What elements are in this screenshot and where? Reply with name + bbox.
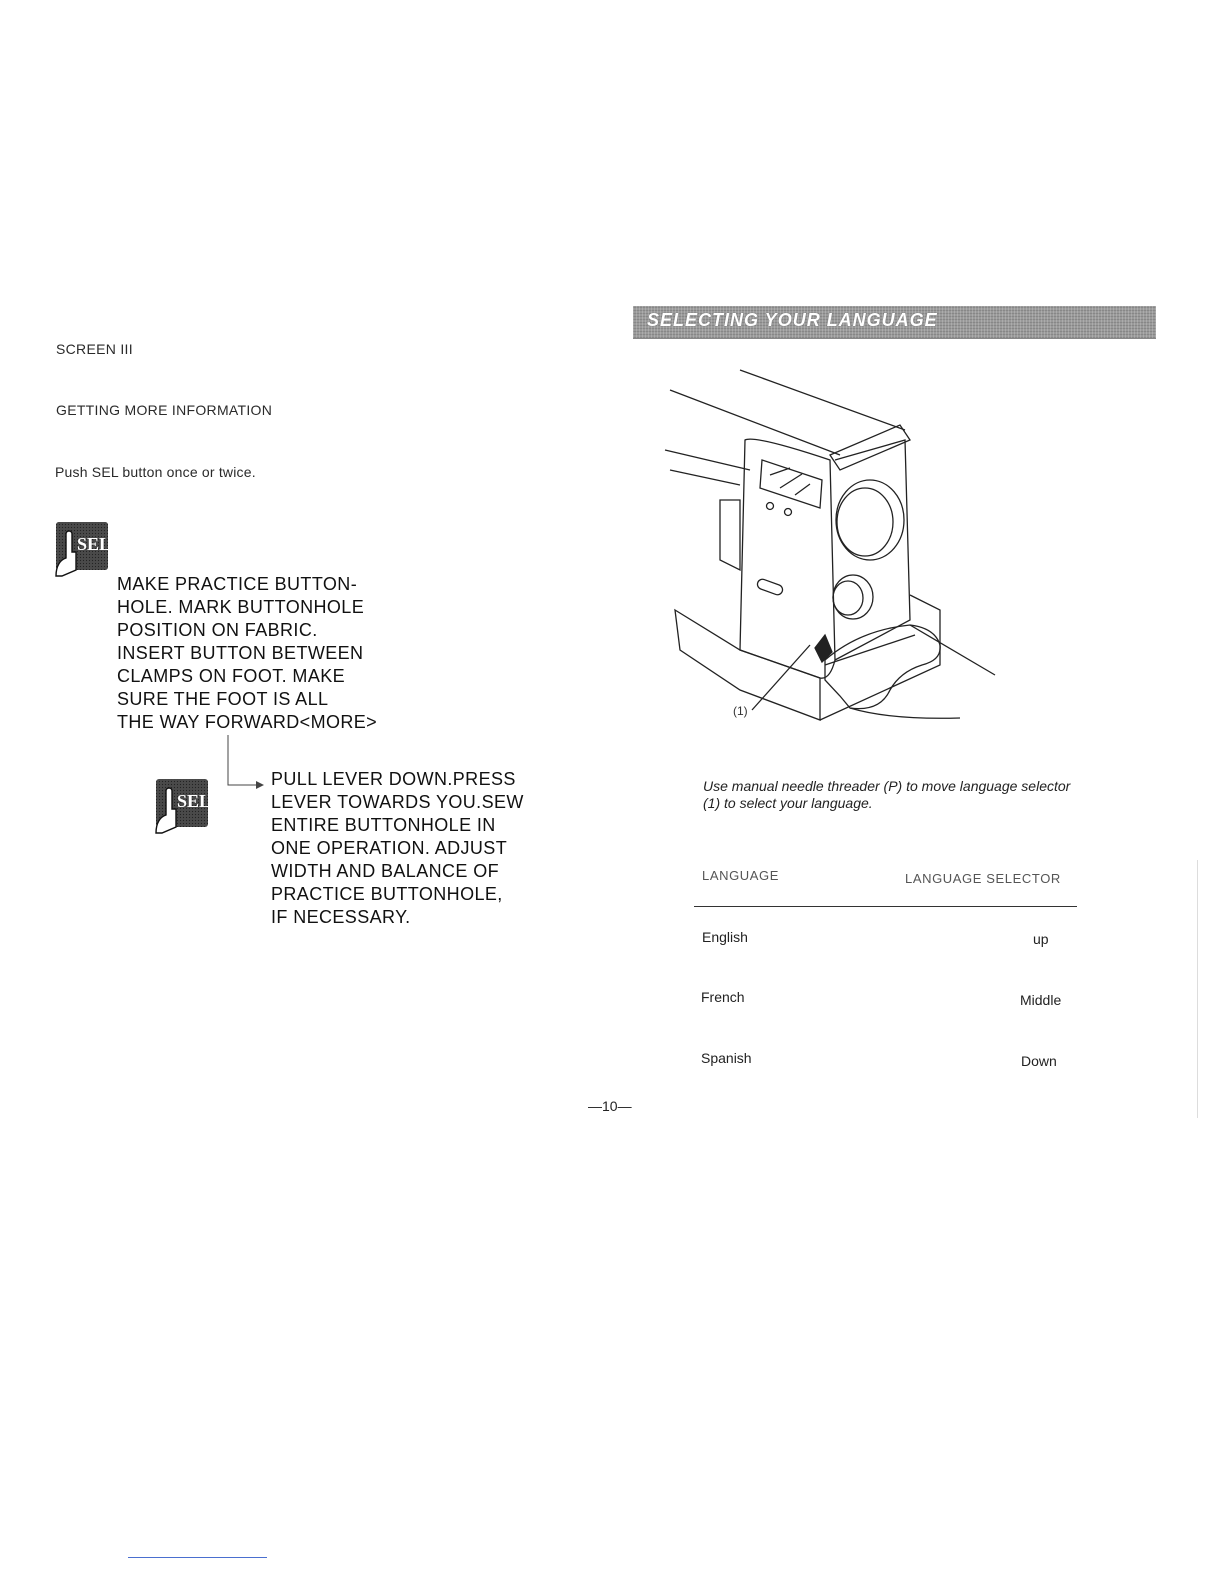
instruction-text: Push SEL button once or twice. <box>55 464 256 480</box>
banner-title: SELECTING YOUR LANGUAGE <box>647 310 938 330</box>
table-row-selector: Middle <box>1020 992 1062 1008</box>
table-row-language: French <box>701 989 745 1005</box>
screen2-line: ONE OPERATION. ADJUST <box>271 838 508 858</box>
table-row-language: English <box>702 929 748 945</box>
screen2-line: PULL LEVER DOWN.PRESS <box>271 769 516 789</box>
screen1-line: THE WAY FORWARD<MORE> <box>117 712 378 732</box>
screen1-line: CLAMPS ON FOOT. MAKE <box>117 666 346 686</box>
screen1-line: SURE THE FOOT IS ALL <box>117 689 329 709</box>
screen-label: SCREEN III <box>56 341 133 357</box>
sel-button-icon <box>52 520 110 583</box>
screen2-message <box>271 768 524 929</box>
screen2-line: WIDTH AND BALANCE OF <box>271 861 500 881</box>
table-divider <box>694 906 1077 907</box>
scan-mark-line <box>128 1557 267 1558</box>
section-banner <box>633 306 1156 339</box>
screen1-line: HOLE. MARK BUTTONHOLE <box>117 597 365 617</box>
table-header-language: LANGUAGE <box>702 868 780 883</box>
table-header-selector: LANGUAGE SELECTOR <box>905 871 1061 886</box>
sel-button-icon <box>152 777 210 840</box>
caption-line: (1) to select your language. <box>703 795 873 811</box>
flow-arrow-icon <box>220 735 270 795</box>
page-number: —10— <box>588 1098 632 1114</box>
section-title: GETTING MORE INFORMATION <box>56 402 273 418</box>
screen2-line: IF NECESSARY. <box>271 907 411 927</box>
svg-text:SEL: SEL <box>76 534 110 554</box>
callout-label: (1) <box>733 704 748 718</box>
screen1-line: INSERT BUTTON BETWEEN <box>117 643 364 663</box>
screen1-line: POSITION ON FABRIC. <box>117 620 318 640</box>
table-row-language: Spanish <box>701 1050 752 1066</box>
screen2-line: PRACTICE BUTTONHOLE, <box>271 884 503 904</box>
table-row-selector: up <box>1033 931 1049 947</box>
screen1-line: MAKE PRACTICE BUTTON- <box>117 574 358 594</box>
sewing-machine-illustration <box>660 360 1010 740</box>
scan-edge-line <box>1197 860 1198 1118</box>
svg-text:SEL: SEL <box>176 791 210 811</box>
screen2-line: ENTIRE BUTTONHOLE IN <box>271 815 496 835</box>
screen1-message <box>117 573 377 734</box>
table-row-selector: Down <box>1021 1053 1057 1069</box>
screen2-line: LEVER TOWARDS YOU.SEW <box>271 792 524 812</box>
caption-line: Use manual needle threader (P) to move language selector <box>703 778 1071 794</box>
